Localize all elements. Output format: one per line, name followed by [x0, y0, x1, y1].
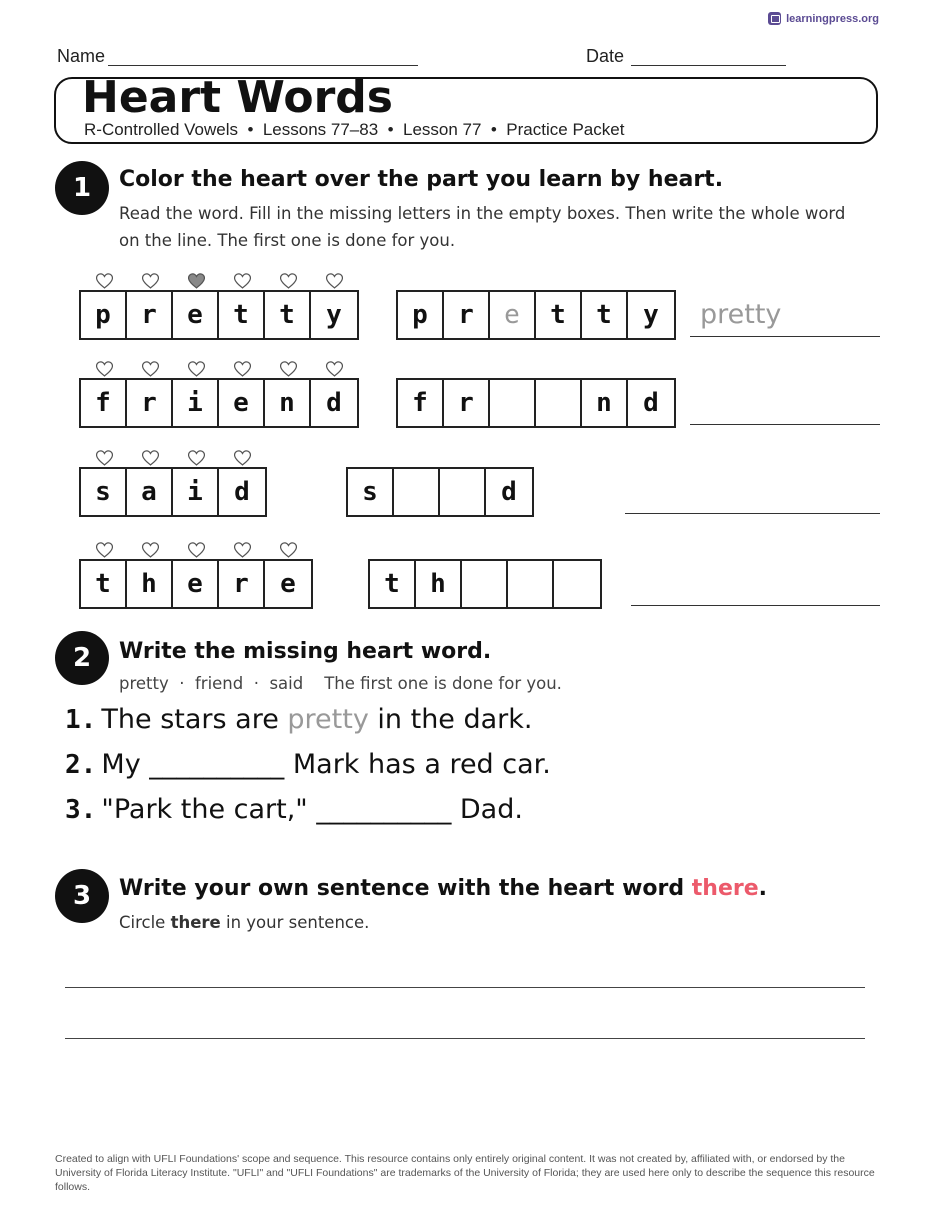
letter-box: s: [348, 469, 394, 515]
empty-letter-box[interactable]: [462, 561, 508, 607]
empty-letter-box[interactable]: [554, 561, 600, 607]
sentence-blank[interactable]: __________: [316, 794, 452, 825]
letter-box: p: [81, 292, 127, 338]
letter-box: p: [398, 292, 444, 338]
letter-box: y: [643, 300, 659, 330]
letter-box: t: [582, 292, 628, 338]
letter-box: r: [219, 561, 265, 607]
sentence-3: [65, 794, 523, 825]
fill-in-boxes: [368, 559, 602, 609]
brand-text: learningpress.org: [786, 12, 879, 25]
section-2-number: 2: [55, 631, 109, 685]
date-label: Date: [586, 46, 625, 66]
empty-letter-box[interactable]: [490, 380, 536, 426]
section-3-title: Write your own sentence with the heart word there.: [119, 876, 767, 901]
letter-box: r: [444, 292, 490, 338]
section-1-number: 1: [55, 161, 109, 215]
section-1-title: Color the heart over the part you learn by heart.: [119, 167, 724, 192]
letter-box: f: [81, 380, 127, 426]
answer-text: pretty: [700, 299, 782, 330]
page-subtitle: R-Controlled Vowels • Lessons 77–83 • Lesson 77 • Practice Packet: [84, 120, 625, 139]
word-bank-row: [119, 674, 562, 693]
letter-box: f: [398, 380, 444, 426]
letter-box: e: [280, 569, 296, 599]
letter-box: h: [416, 561, 462, 607]
word-bank-note: The first one is done for you.: [324, 674, 562, 693]
name-label: Name: [57, 46, 106, 66]
writing-line-2[interactable]: [65, 1038, 865, 1039]
sentence-2: [65, 749, 551, 780]
fill-in-boxes: [396, 378, 676, 428]
letter-box: e: [173, 292, 219, 338]
letter-box: i: [173, 380, 219, 426]
letter-box: t: [536, 292, 582, 338]
page-title: Heart Words: [82, 72, 393, 123]
word-letter-boxes: [79, 467, 267, 517]
letter-box: h: [127, 561, 173, 607]
sentence-number: 2.: [65, 750, 97, 780]
fill-in-boxes: [396, 290, 676, 340]
letter-box: t: [370, 561, 416, 607]
letter-box: a: [127, 469, 173, 515]
empty-letter-box[interactable]: [508, 561, 554, 607]
empty-letter-box[interactable]: [536, 380, 582, 426]
sentence-number: 3.: [65, 795, 97, 825]
letter-box: d: [643, 388, 659, 418]
section-3-instructions: Circle there in your sentence.: [119, 913, 370, 932]
answer-line[interactable]: [625, 513, 880, 514]
sentence-blank[interactable]: __________: [149, 749, 285, 780]
fill-in-boxes: [346, 467, 534, 517]
empty-letter-box[interactable]: [394, 469, 440, 515]
letter-box: r: [127, 380, 173, 426]
footer-disclaimer: Created to align with UFLI Foundations' scope and sequence. This resource contains only entirely original content. It was not created by, affiliated with, or endorsed by the University of Florida Literacy Institute. "UFLI" and "UFLI Foundations" are trademarks of the University of Florida; they are used here only to describe the sequence this resource follows.: [55, 1153, 875, 1193]
sentence-1: [65, 704, 533, 735]
letter-box: s: [81, 469, 127, 515]
word-letter-boxes: [79, 378, 359, 428]
date-field[interactable]: [631, 65, 786, 66]
name-field[interactable]: [108, 65, 418, 66]
writing-line-1[interactable]: [65, 987, 865, 988]
word-letter-boxes: [79, 290, 359, 340]
letter-box: d: [234, 477, 250, 507]
section-2-title: Write the missing heart word.: [119, 639, 492, 664]
letter-box: n: [265, 380, 311, 426]
word-letter-boxes: [79, 559, 313, 609]
letter-box: n: [582, 380, 628, 426]
brand: [768, 12, 879, 25]
letter-box: e: [173, 561, 219, 607]
letter-box: t: [81, 561, 127, 607]
letter-box: y: [326, 300, 342, 330]
letter-box: d: [326, 388, 342, 418]
answer-line[interactable]: [690, 336, 880, 337]
empty-letter-box[interactable]: [440, 469, 486, 515]
sentence-text: My __________ Mark has a red car.: [101, 749, 551, 780]
letter-box: e: [490, 292, 536, 338]
word-bank: pretty · friend · said: [119, 674, 304, 693]
letter-box: t: [219, 292, 265, 338]
letter-box: e: [219, 380, 265, 426]
letter-box: i: [173, 469, 219, 515]
heart-word-highlight: there: [691, 876, 759, 901]
sentence-number: 1.: [65, 705, 97, 735]
letter-box: t: [265, 292, 311, 338]
letter-box: r: [444, 380, 490, 426]
sentence-text: The stars are pretty in the dark.: [101, 704, 533, 735]
section-3-number: 3: [55, 869, 109, 923]
answer-line[interactable]: [631, 605, 880, 606]
answer-line[interactable]: [690, 424, 880, 425]
letter-box: r: [127, 292, 173, 338]
letter-box: d: [501, 477, 517, 507]
section-1-instructions: Read the word. Fill in the missing letters in the empty boxes. Then write the whole word on the line. The first one is done for you.: [119, 204, 846, 250]
brand-logo-icon: [768, 12, 781, 25]
sentence-answer: pretty: [287, 704, 369, 735]
sentence-text: "Park the cart," __________ Dad.: [101, 794, 523, 825]
